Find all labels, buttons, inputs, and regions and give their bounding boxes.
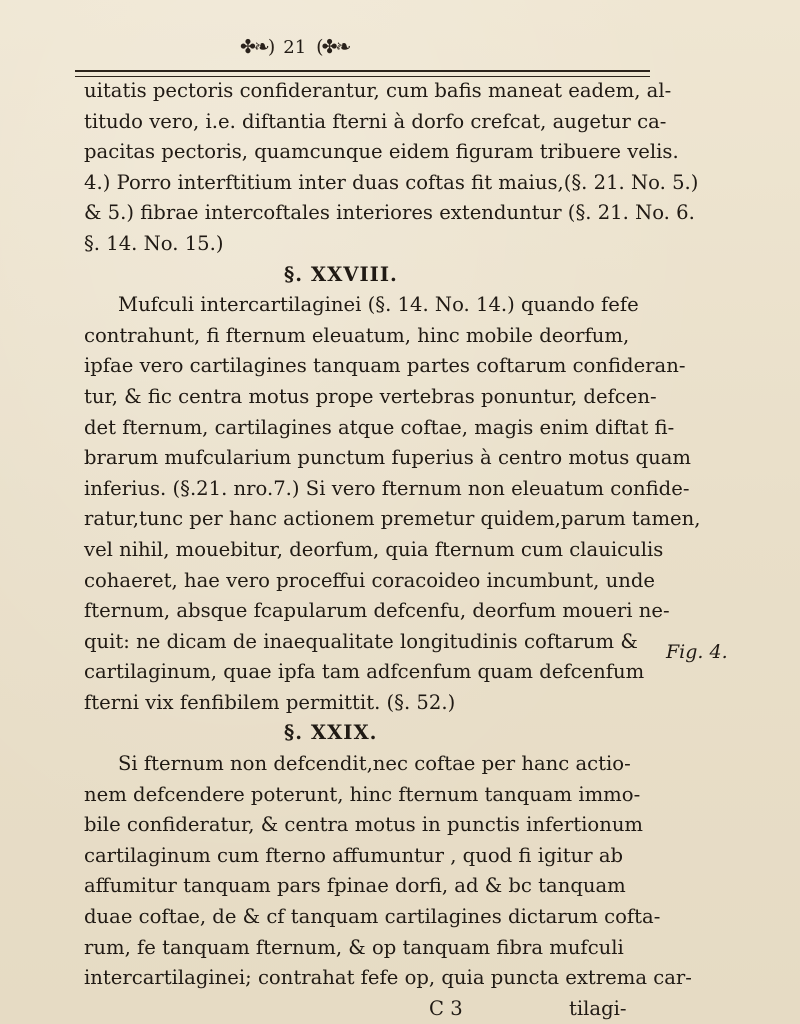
text-line: tur, & fic centra motus prope vertebras ponuntur, defcen- bbox=[84, 384, 657, 408]
text-line: nem defcendere poterunt, hinc fternum tanquam immo- bbox=[84, 782, 641, 806]
page-footer bbox=[84, 994, 664, 1024]
text-line: ipfae vero cartilagines tanquam partes coftarum confideran- bbox=[84, 354, 686, 378]
text-line: titudo vero, i.e. diftantia fterni à dorfo crefcat, augetur ca- bbox=[84, 109, 667, 133]
text-line: fternum, absque fcapularum defcenfu, deorfum moueri ne- bbox=[84, 599, 670, 623]
text-line: & 5.) fibrae intercoftales interiores extenduntur (§. 21. No. 6. bbox=[84, 201, 695, 225]
text-line: contrahunt, fi fternum eleuatum, hinc mobile deorfum, bbox=[84, 323, 630, 347]
text-line: 4.) Porro interftitium inter duas coftas fit maius,(§. 21. No. 5.) bbox=[84, 170, 699, 194]
section-heading-xxix: §. XXIX. bbox=[284, 721, 378, 745]
ornament-left-icon: ✤❧) bbox=[240, 36, 274, 58]
section-heading-xxviii: §. XXVIII. bbox=[284, 262, 398, 286]
text-line: uitatis pectoris confiderantur, cum bafis maneat eadem, al- bbox=[84, 79, 672, 102]
ornament-right-icon: (✤❧ bbox=[316, 36, 350, 58]
text-line: duae coftae, de & cf tanquam cartilagines dictarum cofta- bbox=[84, 905, 661, 929]
text-line: rum, fe tanquam fternum, & op tanquam fibra mufculi bbox=[84, 935, 624, 959]
page-header bbox=[240, 32, 480, 62]
catchword: tilagi- bbox=[569, 996, 627, 1020]
text-line: bile confideratur, & centra motus in punctis infertionum bbox=[84, 813, 644, 837]
text-line: affumitur tanquam pars fpinae dorfi, ad & bc tanquam bbox=[84, 874, 626, 898]
page-number: 21 bbox=[283, 36, 307, 58]
text-line: cartilaginum, quae ipfa tam adfcenfum quam defcenfum bbox=[84, 660, 645, 684]
text-line: ratur,tunc per hanc actionem premetur quidem,parum tamen, bbox=[84, 507, 701, 531]
text-line: Si fternum non defcendit,nec coftae per hanc actio- bbox=[118, 752, 631, 776]
text-line: §. 14. No. 15.) bbox=[84, 231, 224, 255]
text-line: det fternum, cartilagines atque coftae, magis enim diftat fi- bbox=[84, 415, 675, 439]
text-line: cartilaginum cum fterno affumuntur , quod fi igitur ab bbox=[84, 843, 624, 867]
text-line: brarum mufcularium punctum fuperius à centro motus quam bbox=[84, 446, 691, 470]
text-line: vel nihil, mouebitur, deorfum, quia fternum cum clauiculis bbox=[84, 537, 664, 561]
text-line: inferius. (§.21. nro.7.) Si vero fternum non eleuatum confide- bbox=[84, 476, 690, 500]
text-line: quit: ne dicam de inaequalitate longitudinis coftarum & bbox=[84, 629, 638, 653]
figure-reference: Fig. 4. bbox=[666, 641, 728, 663]
text-line: Mufculi intercartilaginei (§. 14. No. 14.) quando fefe bbox=[118, 293, 639, 317]
text-line: pacitas pectoris, quamcunque eidem figuram tribuere velis. bbox=[84, 140, 679, 164]
signature-mark: C 3 bbox=[429, 996, 463, 1020]
text-line: fterni vix fenfibilem permittit. (§. 52.) bbox=[84, 690, 456, 714]
text-line: cohaeret, hae vero proceffui coracoideo incumbunt, unde bbox=[84, 568, 656, 592]
text-line: intercartilaginei; contrahat fefe op, quia puncta extrema car- bbox=[84, 966, 692, 990]
